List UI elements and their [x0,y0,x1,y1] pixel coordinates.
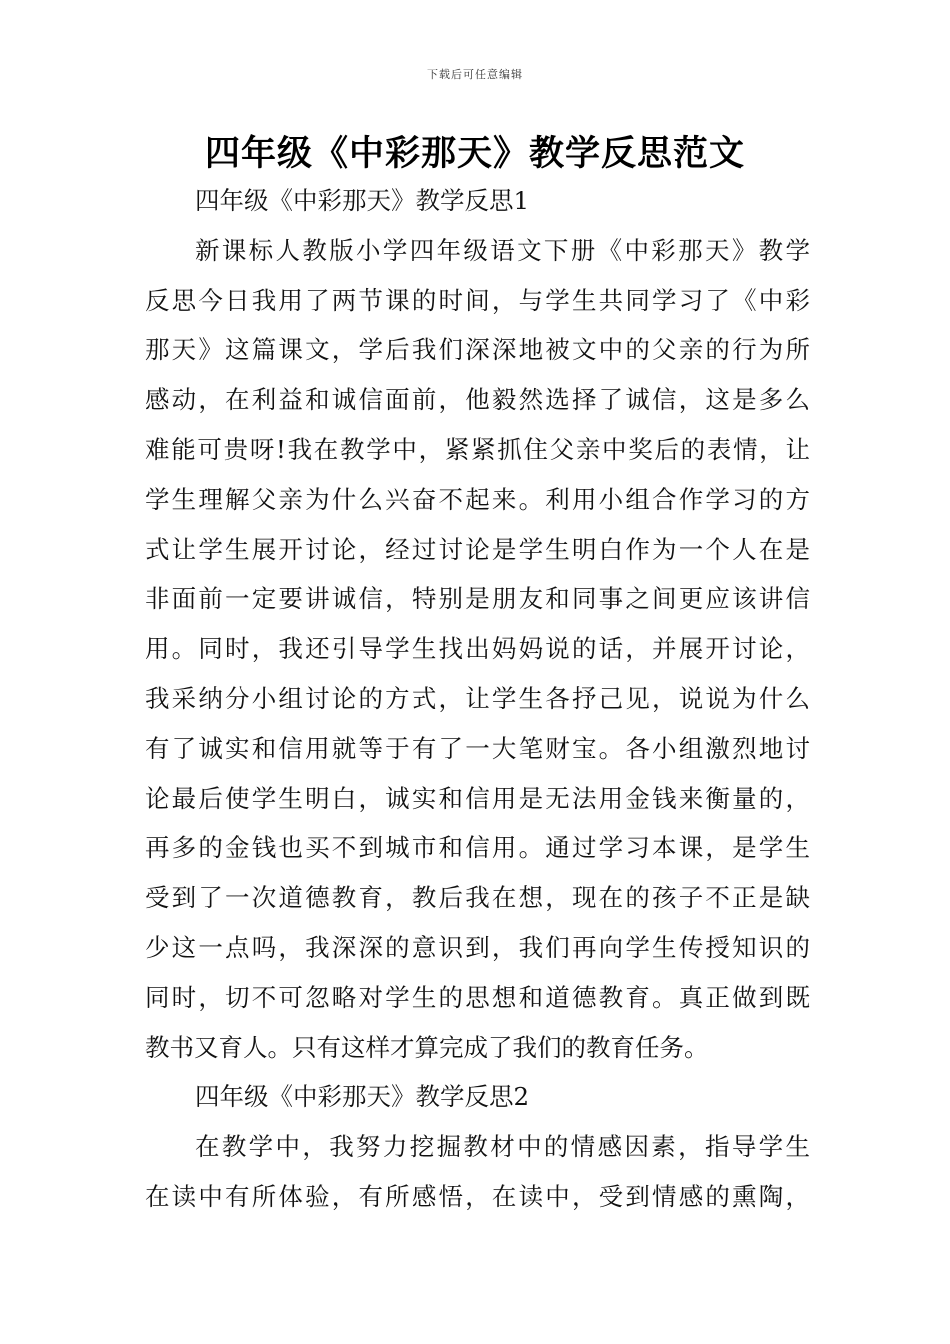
text-line: 感动，在利益和诚信面前，他毅然选择了诚信，这是多么 [145,385,810,415]
text-line: 教书又育人。只有这样才算完成了我们的教育任务。 [145,1032,709,1062]
text-line: 受到了一次道德教育，教后我在想，现在的孩子不正是缺 [145,883,810,913]
header-note: 下载后可任意编辑 [427,68,523,81]
text-line: 在教学中，我努力挖掘教材中的情感因素，指导学生 [195,1132,810,1162]
text-line: 我采纳分小组讨论的方式，让学生各抒己见，说说为什么 [145,683,810,713]
text-line: 同时，切不可忽略对学生的思想和道德教育。真正做到既 [145,982,810,1012]
text-line: 四年级《中彩那天》教学反思2 [195,1082,530,1112]
text-line: 少这一点吗，我深深的意识到，我们再向学生传授知识的 [145,932,810,962]
document-body [145,176,810,1222]
text-line: 再多的金钱也买不到城市和信用。通过学习本课，是学生 [145,833,810,863]
text-line: 学生理解父亲为什么兴奋不起来。利用小组合作学习的方 [145,484,810,514]
text-line: 新课标人教版小学四年级语文下册《中彩那天》教学 [195,235,810,265]
text-line: 非面前一定要讲诚信，特别是朋友和同事之间更应该讲信 [145,584,810,614]
text-line: 论最后使学生明白，诚实和信用是无法用金钱来衡量的， [145,783,810,813]
text-line: 难能可贵呀!我在教学中，紧紧抓住父亲中奖后的表情，让 [145,434,810,464]
text-line: 有了诚实和信用就等于有了一大笔财宝。各小组激烈地讨 [145,733,810,763]
text-line: 在读中有所体验，有所感悟，在读中，受到情感的熏陶， [145,1181,810,1211]
text-line: 那天》这篇课文，学后我们深深地被文中的父亲的行为所 [145,335,810,365]
text-line: 式让学生展开讨论，经过讨论是学生明白作为一个人在是 [145,534,810,564]
text-line: 四年级《中彩那天》教学反思1 [195,186,530,215]
text-line: 反思今日我用了两节课的时间，与学生共同学习了《中彩 [145,285,810,315]
text-line: 用。同时，我还引导学生找出妈妈说的话，并展开讨论， [145,634,810,664]
document-title: 四年级《中彩那天》教学反思范文 [204,134,745,174]
